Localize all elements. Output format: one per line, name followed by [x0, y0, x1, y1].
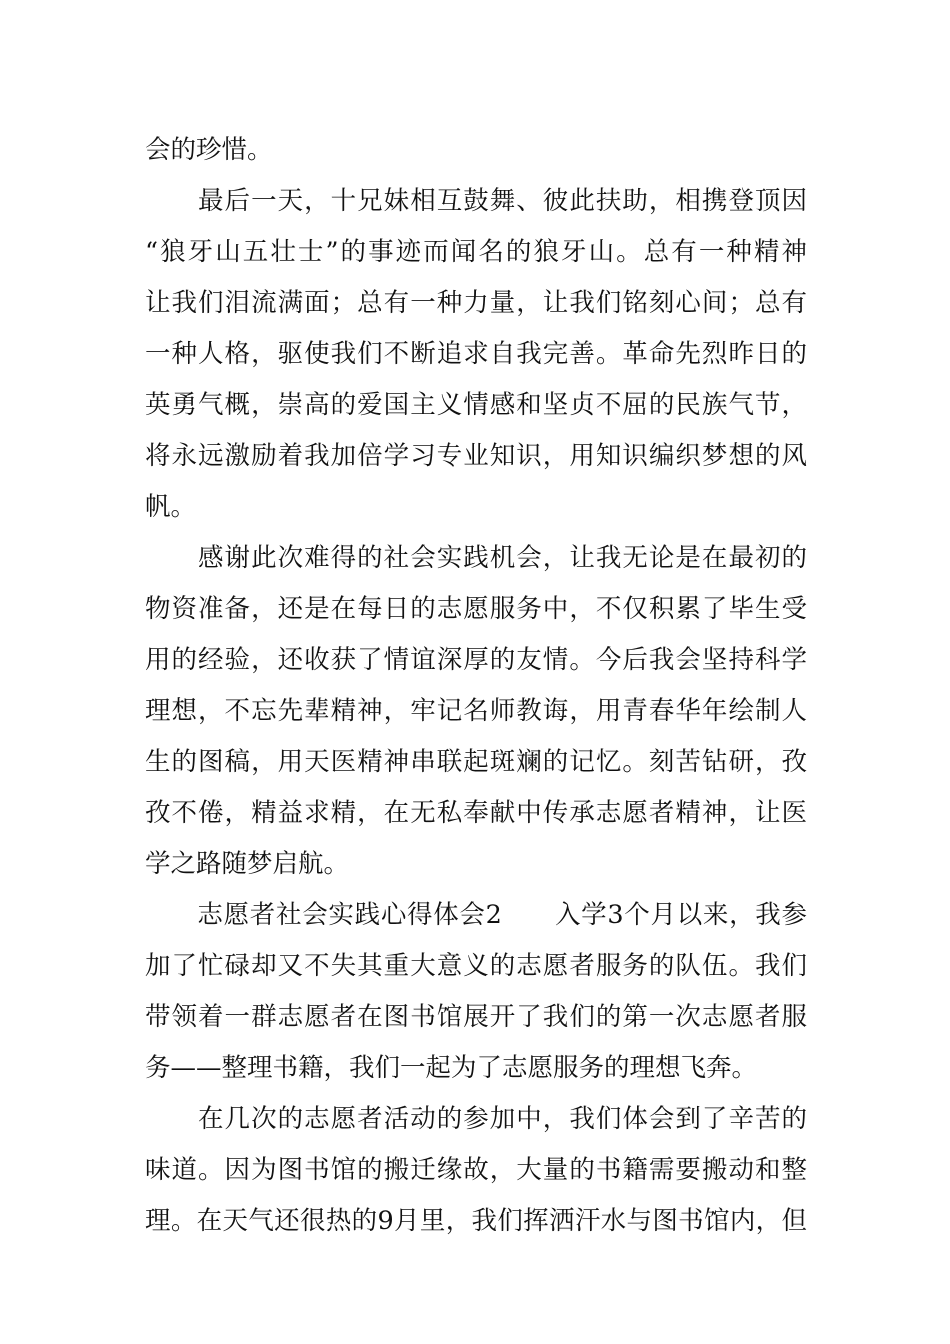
- text-line-5: 一种人格，驱使我们不断追求自我完善。革命先烈昨日的: [145, 339, 807, 369]
- text-line-6: 英勇气概，崇高的爱国主义情感和坚贞不屈的民族气节，: [145, 390, 807, 420]
- text-line-19: 务——整理书籍，我们一起为了志愿服务的理想飞奔。: [145, 1053, 758, 1083]
- text-line-2: 最后一天，十兄妹相互鼓舞、彼此扶助，相携登顶因: [145, 186, 807, 216]
- text-line-18: 带领着一群志愿者在图书馆展开了我们的第一次志愿者服: [145, 1002, 807, 1032]
- text-line-3: “狼牙山五壮士”的事迹而闻名的狼牙山。总有一种精神: [145, 237, 807, 267]
- text-line-10: 物资准备，还是在每日的志愿服务中，不仅积累了毕生受: [145, 594, 807, 624]
- text-line-11: 用的经验，还收获了情谊深厚的友情。今后我会坚持科学: [145, 645, 807, 675]
- text-line-9: 感谢此次难得的社会实践机会，让我无论是在最初的: [145, 543, 807, 573]
- text-line-13: 生的图稿，用天医精神串联起斑斓的记忆。刻苦钻研，孜: [145, 747, 807, 777]
- text-line-14: 孜不倦，精益求精，在无私奉献中传承志愿者精神，让医: [145, 798, 807, 828]
- text-line-20: 在几次的志愿者活动的参加中，我们体会到了辛苦的: [145, 1104, 807, 1134]
- text-line-21: 味道。因为图书馆的搬迁缘故，大量的书籍需要搬动和整: [145, 1155, 807, 1185]
- text-line-16: 志愿者社会实践心得体会2 入学3个月以来，我参: [145, 900, 807, 930]
- text-line-4: 让我们泪流满面；总有一种力量，让我们铭刻心间；总有: [145, 288, 807, 318]
- text-line-1: 会的珍惜。: [145, 135, 273, 165]
- text-line-22: 理。在天气还很热的9月里，我们挥洒汗水与图书馆内，但: [145, 1206, 807, 1236]
- text-line-8: 帆。: [145, 492, 197, 522]
- text-line-7: 将永远激励着我加倍学习专业知识，用知识编织梦想的风: [145, 441, 807, 471]
- text-line-15: 学之路随梦启航。: [145, 849, 350, 879]
- text-line-12: 理想，不忘先辈精神，牢记名师教诲，用青春华年绘制人: [145, 696, 807, 726]
- text-line-17: 加了忙碌却又不失其重大意义的志愿者服务的队伍。我们: [145, 951, 807, 981]
